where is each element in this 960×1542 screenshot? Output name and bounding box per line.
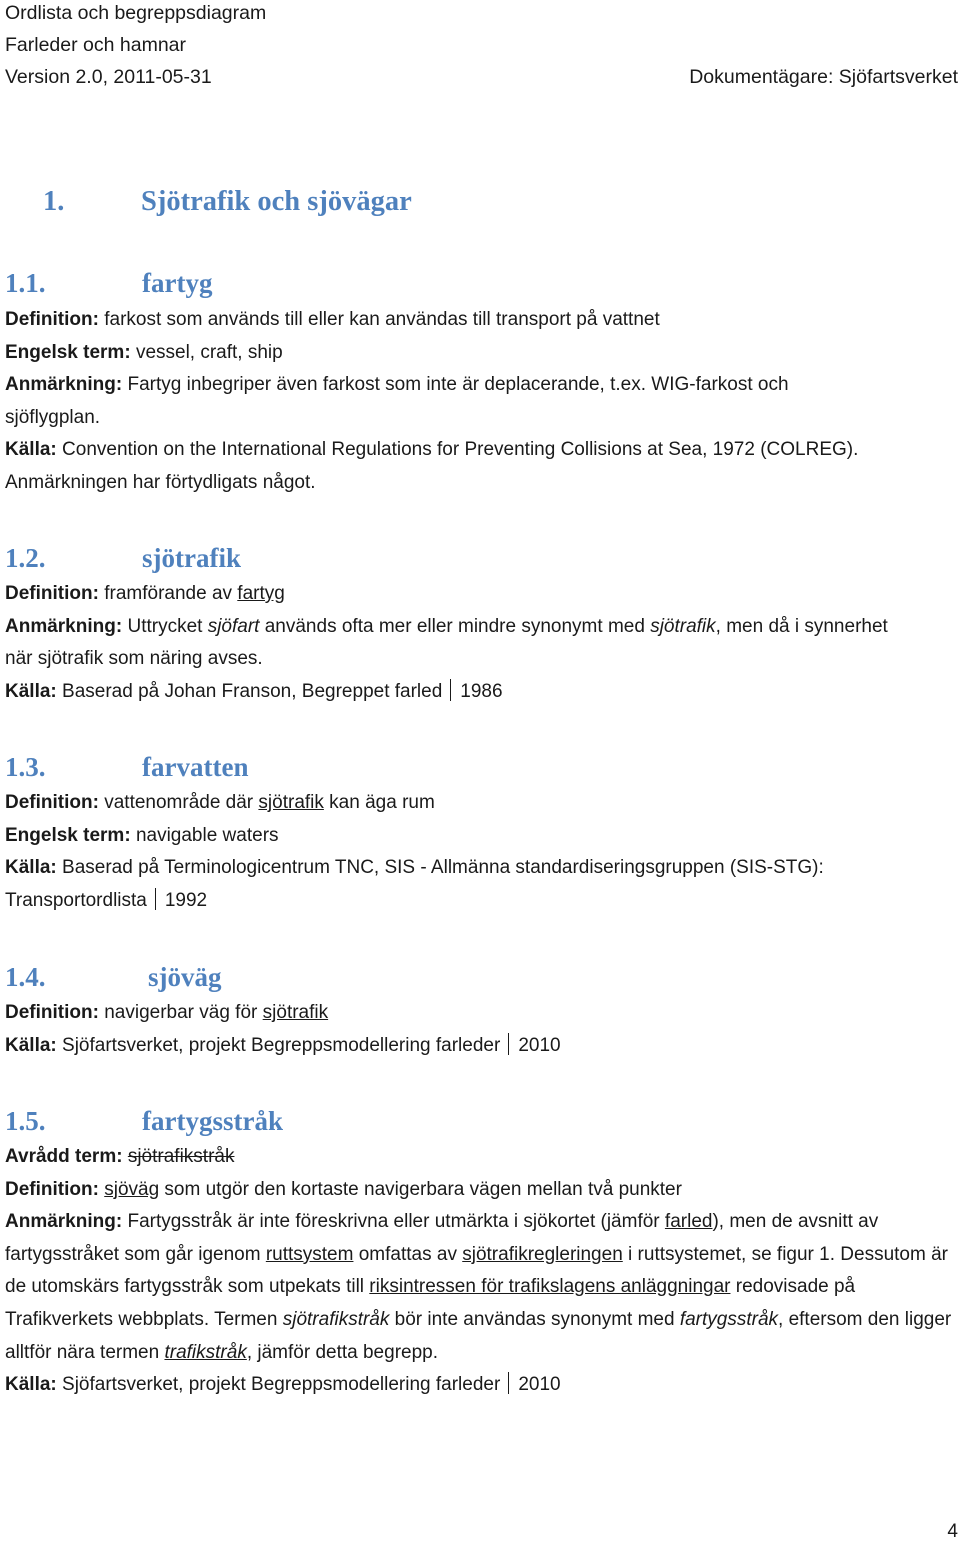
field-separator bbox=[508, 1033, 509, 1055]
remark-text: , jämför detta begrepp. bbox=[246, 1341, 438, 1363]
definition-line bbox=[5, 1174, 960, 1207]
english-term-text: navigable waters bbox=[135, 824, 279, 846]
deprecated-term-line bbox=[5, 1141, 960, 1174]
definition-text: som utgör den kortaste navigerbara vägen mellan två punkter bbox=[164, 1178, 682, 1200]
document-title: Ordlista och begreppsdiagram bbox=[5, 2, 267, 24]
term-heading-farvatten bbox=[5, 752, 248, 783]
definition-text: navigerbar väg för bbox=[104, 1002, 258, 1023]
definition-line bbox=[5, 787, 960, 820]
document-owner: Dokumentägare: Sjöfartsverket bbox=[689, 66, 958, 88]
definition-label: Definition: bbox=[5, 1002, 99, 1023]
english-term-text: vessel, craft, ship bbox=[135, 341, 283, 363]
remark-line bbox=[5, 369, 885, 434]
remark-italic-term: sjötrafik bbox=[650, 615, 716, 637]
term-name: sjötrafik bbox=[142, 543, 241, 573]
remark-text: Uttrycket bbox=[127, 615, 203, 637]
document-version: Version 2.0, 2011-05-31 bbox=[5, 66, 212, 88]
source-text: Baserad på Johan Franson, Begreppet farled bbox=[62, 680, 443, 702]
source-year: 2010 bbox=[518, 1034, 561, 1056]
source-label: Källa: bbox=[5, 1374, 57, 1396]
remark-text: Fartyg inbegriper även farkost som inte är deplacerande, t.ex. WIG-farkost och sjöflygplan. bbox=[5, 374, 789, 428]
term-name: farvatten bbox=[142, 752, 249, 782]
deprecated-term-label: Avrådd term: bbox=[5, 1146, 123, 1167]
remark-label: Anmärkning: bbox=[5, 615, 123, 637]
source-year: 1992 bbox=[164, 889, 208, 911]
term-link-sjotrafikregleringen[interactable]: sjötrafikregleringen bbox=[462, 1243, 623, 1265]
term-link-fartyg[interactable]: fartyg bbox=[237, 583, 285, 604]
english-term-label: Engelsk term: bbox=[5, 824, 131, 846]
term-name: sjöväg bbox=[148, 962, 222, 992]
remark-italic-term: sjötrafikstråk bbox=[282, 1308, 390, 1330]
remark-line bbox=[5, 611, 915, 676]
term-link-ruttsystem[interactable]: ruttsystem bbox=[265, 1243, 354, 1265]
term-link-riksintressen[interactable]: riksintressen för trafikslagens anläggningar bbox=[369, 1276, 731, 1298]
source-text: Sjöfartsverket, projekt Begreppsmodellering farleder bbox=[62, 1374, 501, 1396]
term-link-sjotrafik[interactable]: sjötrafik bbox=[262, 1002, 329, 1023]
deprecated-term-text: sjötrafikstråk bbox=[127, 1146, 235, 1167]
definition-label: Definition: bbox=[5, 583, 99, 604]
remark-line bbox=[5, 1206, 960, 1369]
remark-text: omfattas av bbox=[358, 1243, 457, 1265]
definition-text: vattenområde där bbox=[104, 792, 254, 813]
source-text: Baserad på Terminologicentrum TNC, SIS - Allmänna standardiseringsgruppen (SIS-STG): Transportordlista bbox=[5, 857, 824, 911]
term-body-farvatten bbox=[5, 787, 960, 917]
definition-label: Definition: bbox=[5, 792, 99, 813]
section-heading bbox=[43, 186, 412, 218]
document-subtitle: Farleder och hamnar bbox=[5, 34, 187, 56]
english-term-label: Engelsk term: bbox=[5, 341, 131, 363]
source-label: Källa: bbox=[5, 857, 57, 879]
source-line bbox=[5, 1030, 960, 1063]
term-link-farled[interactable]: farled bbox=[664, 1211, 713, 1233]
source-label: Källa: bbox=[5, 1034, 57, 1056]
source-year: 2010 bbox=[518, 1374, 561, 1396]
remark-text: redovisade på Trafikverkets webbplats. Termen bbox=[5, 1276, 856, 1330]
term-heading-fartyg bbox=[5, 268, 212, 299]
remark-text: i ruttsystemet, se figur 1. Dessutom är de utomskärs fartygsstråk som utpekats till bbox=[5, 1243, 948, 1298]
field-separator bbox=[155, 888, 156, 910]
term-heading-fartygsstrak bbox=[5, 1106, 283, 1137]
source-line bbox=[5, 434, 960, 499]
term-name: fartygsstråk bbox=[142, 1106, 283, 1136]
term-body-fartyg bbox=[5, 304, 960, 500]
definition-text: farkost som används till eller kan användas till transport på vattnet bbox=[104, 309, 660, 330]
term-link-sjotrafik[interactable]: sjötrafik bbox=[258, 792, 324, 813]
source-line bbox=[5, 852, 905, 917]
remark-italic-term: sjöfart bbox=[207, 615, 260, 637]
term-link-sjovag[interactable]: sjöväg bbox=[104, 1178, 160, 1200]
definition-line bbox=[5, 997, 960, 1030]
source-label: Källa: bbox=[5, 439, 57, 461]
definition-text: framförande av bbox=[104, 583, 233, 604]
source-year: 1986 bbox=[460, 680, 503, 702]
english-term-line bbox=[5, 337, 960, 370]
source-text: Sjöfartsverket, projekt Begreppsmodellering farleder bbox=[62, 1034, 501, 1056]
term-name: fartyg bbox=[142, 268, 213, 298]
remark-text: Fartygsstråk är inte föreskrivna eller utmärkta i sjökortet (jämför bbox=[127, 1211, 660, 1233]
term-number: 1.4. bbox=[5, 962, 46, 992]
remark-label: Anmärkning: bbox=[5, 374, 123, 396]
term-heading-sjovag bbox=[5, 962, 222, 993]
source-text: Convention on the International Regulations for Preventing Collisions at Sea, 1972 (COLREG). Anmärkningen har förtydligats något. bbox=[5, 439, 859, 493]
source-label: Källa: bbox=[5, 680, 57, 702]
term-number: 1.2. bbox=[5, 543, 46, 573]
definition-label: Definition: bbox=[5, 309, 99, 330]
source-line bbox=[5, 676, 960, 709]
definition-line bbox=[5, 578, 960, 611]
remark-label: Anmärkning: bbox=[5, 1211, 123, 1233]
page-number: 4 bbox=[947, 1521, 958, 1542]
section-number: 1. bbox=[43, 186, 65, 217]
remark-text: bör inte användas synonymt med bbox=[394, 1308, 675, 1330]
term-number: 1.5. bbox=[5, 1106, 46, 1136]
field-separator bbox=[508, 1372, 509, 1394]
definition-label: Definition: bbox=[5, 1178, 99, 1200]
term-number: 1.1. bbox=[5, 268, 46, 298]
remark-text: , eftersom den ligger alltför nära termen bbox=[5, 1308, 952, 1363]
definition-text: kan äga rum bbox=[329, 792, 435, 813]
term-link-trafikstrak[interactable]: trafikstråk bbox=[164, 1341, 247, 1363]
field-separator bbox=[450, 679, 451, 701]
english-term-line bbox=[5, 820, 960, 853]
term-body-sjovag bbox=[5, 997, 960, 1062]
term-heading-sjotrafik bbox=[5, 543, 241, 574]
definition-line bbox=[5, 304, 960, 337]
remark-text: används ofta mer eller mindre synonymt med bbox=[264, 615, 645, 637]
remark-text: , men då i synnerhet när sjötrafik som näring avses. bbox=[5, 615, 888, 670]
remark-italic-term: fartygsstråk bbox=[679, 1308, 779, 1330]
section-title: Sjötrafik och sjövägar bbox=[141, 186, 412, 217]
source-line bbox=[5, 1369, 960, 1402]
term-body-fartygsstrak bbox=[5, 1141, 960, 1402]
term-body-sjotrafik bbox=[5, 578, 960, 708]
term-number: 1.3. bbox=[5, 752, 46, 782]
remark-text: ), men de avsnitt av fartygsstråket som går igenom bbox=[5, 1211, 879, 1265]
